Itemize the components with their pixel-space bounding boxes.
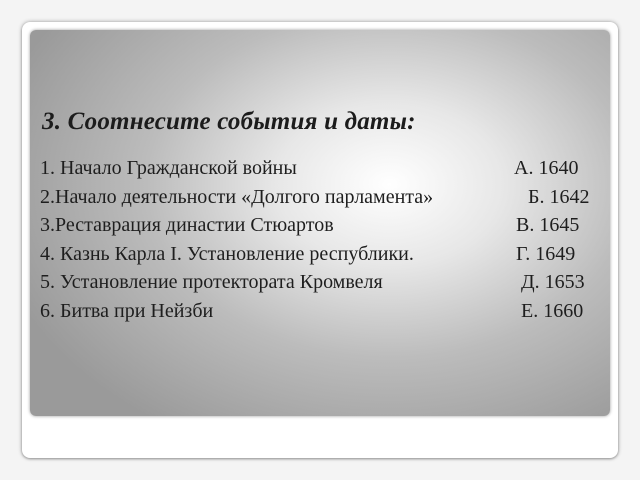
list-item xyxy=(40,183,600,212)
list-item xyxy=(40,211,600,240)
date-option: Б. 1642 xyxy=(528,185,590,208)
date-option: Г. 1649 xyxy=(516,242,576,265)
slide-title: 3. Соотнесите события и даты: xyxy=(42,108,416,135)
events-dates-list xyxy=(40,154,600,325)
date-option: Д. 1653 xyxy=(521,271,585,293)
event-text: 3.Реставрация династии Стюартов xyxy=(40,214,334,236)
list-item xyxy=(40,240,600,269)
list-item xyxy=(40,297,600,326)
date-option: А. 1640 xyxy=(514,157,579,179)
event-text: 2.Начало деятельности «Долгого парламента» xyxy=(40,185,434,208)
list-item xyxy=(40,154,600,183)
event-text: 1. Начало Гражданской войны xyxy=(40,157,297,179)
event-text: 5. Установление протектората Кромвеля xyxy=(40,271,383,293)
list-item xyxy=(40,268,600,297)
date-option: В. 1645 xyxy=(516,214,580,236)
event-text: 6. Битва при Нейзби xyxy=(40,299,214,322)
date-option: Е. 1660 xyxy=(521,299,584,322)
event-text: 4. Казнь Карла I. Установление республики. xyxy=(40,242,414,265)
